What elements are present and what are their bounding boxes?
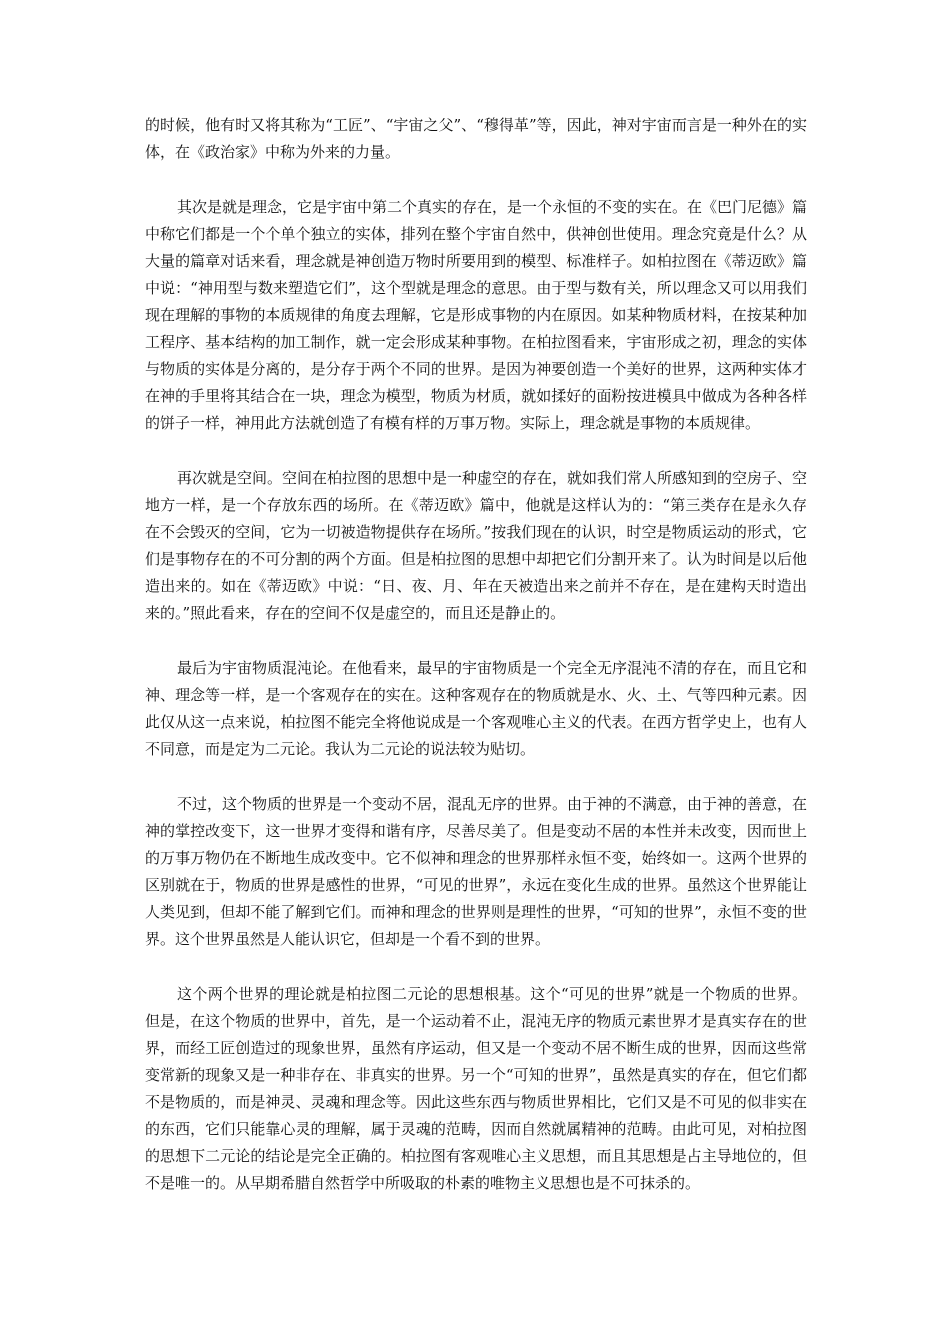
paragraph-2: 其次是就是理念，它是宇宙中第二个真实的存在，是一个永恒的不变的实在。在《巴门尼德》篇中称它们都是一个个单个独立的实体，排列在整个宇宙自然中，供神创世使用。理念究竟是什么？从大量的篇章对话来看，理念就是神创造万物时所要用到的模型、标准样子。如柏拉图在《蒂迈欧》篇中说：“神用型与数来塑造它们”，这个型就是理念的意思。由于型与数有关，所以理念又可以用我们现在理解的事物的本质规律的角度去理解，它是形成事物的内在原因。如某种物质材料，在按某种加工程序、基本结构的加工制作，就一定会形成某种事物。在柏拉图看来，宇宙形成之初，理念的实体与物质的实体是分离的，是分存于两个不同的世界。是因为神要创造一个美好的世界，这两种实体才在神的手里将其结合在一块，理念为模型，物质为材质，就如揉好的面粉按进模具中做成为各种各样的饼子一样，神用此方法就创造了有模有样的万事万物。实际上，理念就是事物的本质规律。 <box>145 198 808 432</box>
paragraph-6: 这个两个世界的理论就是柏拉图二元论的思想根基。这个“可见的世界”就是一个物质的世界。但是，在这个物质的世界中，首先，是一个运动着不止，混沌无序的物质元素世界才是真实存在的世界，而经工匠创造过的现象世界，虽然有序运动，但又是一个变动不居不断生成的世界，因而这些常变常新的现象又是一种非存在、非真实的世界。另一个“可知的世界”，虽然是真实的存在，但它们都不是物质的，而是神灵、灵魂和理念等。因此这些东西与物质世界相比，它们又是不可见的似非实在的东西，它们只能靠心灵的理解，属于灵魂的范畴，因而自然就属精神的范畴。由此可见，对柏拉图的思想下二元论的结论是完全正确的。柏拉图有客观唯心主义思想，而且其思想是占主导地位的，但不是唯一的。从早期希腊自然哲学中所吸取的朴素的唯物主义思想也是不可抹杀的。 <box>145 985 807 1192</box>
paragraph-4: 最后为宇宙物质混沌论。在他看来，最早的宇宙物质是一个完全无序混沌不清的存在，而且它和神、理念等一样，是一个客观存在的实在。这种客观存在的物质就是水、火、土、气等四种元素。因此仅从这一点来说，柏拉图不能完全将他说成是一个客观唯心主义的代表。在西方哲学史上，也有人不同意，而是定为二元论。我认为二元论的说法较为贴切。 <box>145 659 808 758</box>
paragraph-1: 的时候，他有时又将其称为“工匠”、“宇宙之父”、“穆得革”等，因此，神对宇宙而言是一种外在的实体，在《政治家》中称为外来的力量。 <box>145 116 807 161</box>
paragraph-3: 再次就是空间。空间在柏拉图的思想中是一种虚空的存在，就如我们常人所感知到的空房子、空地方一样，是一个存放东西的场所。在《蒂迈欧》篇中，他就是这样认为的：“第三类存在是永久存在不会毁灭的空间，它为一切被造物提供存在场所。”按我们现在的认识，时空是物质运动的形式，它们是事物存在的不可分割的两个方面。但是柏拉图的思想中却把它们分割开来了。认为时间是以后他造出来的。如在《蒂迈欧》中说：“日、夜、月、年在天被造出来之前并不存在，是在建构天时造出来的。”照此看来，存在的空间不仅是虚空的，而且还是静止的。 <box>145 469 808 622</box>
paragraph-5: 不过，这个物质的世界是一个变动不居，混乱无序的世界。由于神的不满意，由于神的善意，在神的掌控改变下，这一世界才变得和谐有序，尽善尽美了。但是变动不居的本性并未改变，因而世上的万事万物仍在不断地生成改变中。它不似神和理念的世界那样永恒不变，始终如一。这两个世界的区别就在于，物质的世界是感性的世界，“可见的世界”，永远在变化生成的世界。虽然这个世界能让人类见到，但却不能了解到它们。而神和理念的世界则是理性的世界，“可知的世界”，永恒不变的世界。这个世界虽然是人能认识它，但却是一个看不到的世界。 <box>145 795 808 948</box>
document-body <box>145 112 807 1225</box>
